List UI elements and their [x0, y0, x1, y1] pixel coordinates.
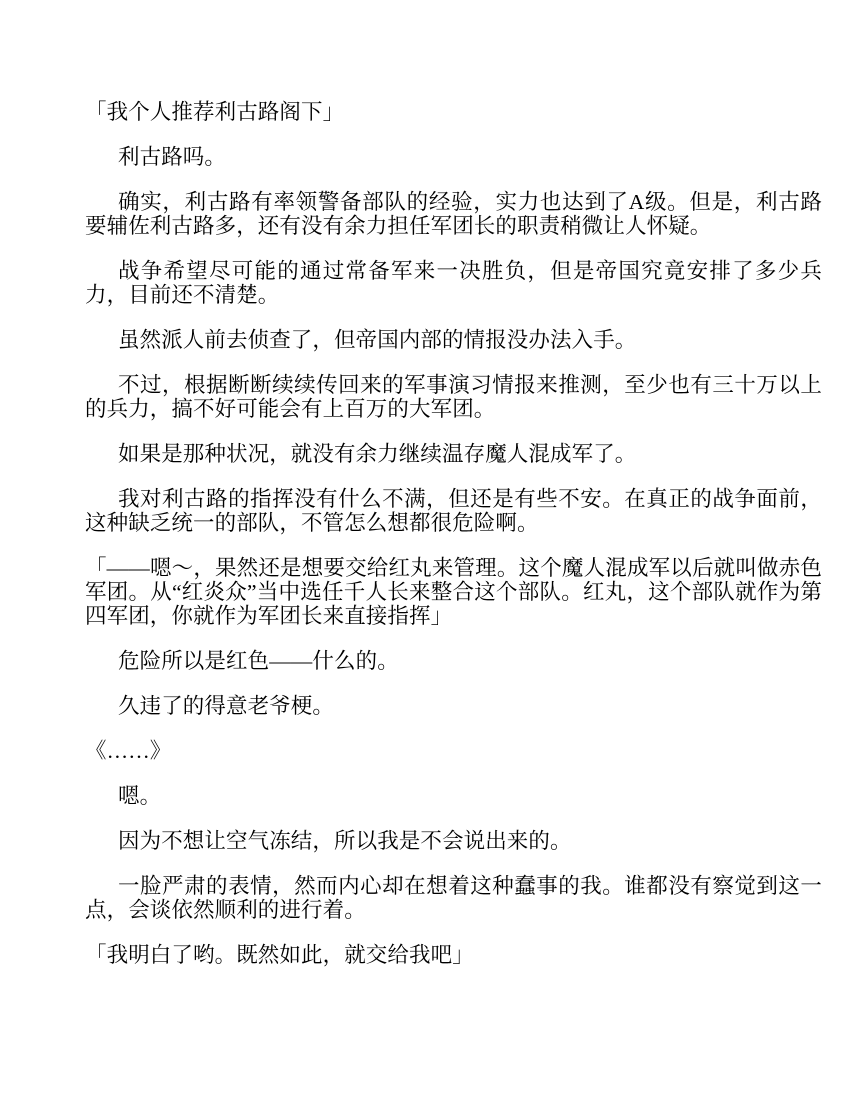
paragraph: 战争希望尽可能的通过常备军来一决胜负，但是帝国究竟安排了多少兵力，目前还不清楚。	[85, 259, 822, 307]
paragraph-telepathy: 《……》	[85, 739, 172, 763]
paragraph: 因为不想让空气冻结，所以我是不会说出来的。	[118, 829, 572, 853]
paragraph-dialogue: 「我明白了哟。既然如此，就交给我吧」	[85, 943, 474, 967]
paragraph: 危险所以是红色——什么的。	[118, 649, 399, 673]
paragraph: 一脸严肃的表情，然而内心却在想着这种蠢事的我。谁都没有察觉到这一点，会谈依然顺利的进行着。	[85, 874, 822, 922]
paragraph: 如果是那种状况，就没有余力继续温存魔人混成军了。	[118, 442, 637, 466]
paragraph: 虽然派人前去侦查了，但帝国内部的情报没办法入手。	[118, 328, 637, 352]
paragraph: 利古路吗。	[118, 145, 227, 169]
paragraph-dialogue: 「——嗯～，果然还是想要交给红丸来管理。这个魔人混成军以后就叫做赤色军团。从“红炎众”当中选任千人长来整合这个部队。红丸，这个部队就作为第四军团，你就作为军团长来直接指挥」	[85, 556, 822, 628]
paragraph: 确实，利古路有率领警备部队的经验，实力也达到了A级。但是，利古路要辅佐利古路多，还有没有余力担任军团长的职责稍微让人怀疑。	[85, 190, 822, 238]
paragraph: 久违了的得意老爷梗。	[118, 694, 335, 718]
paragraph: 嗯。	[118, 784, 162, 808]
paragraph-dialogue: 「我个人推荐利古路阁下」	[85, 100, 345, 124]
paragraph: 不过，根据断断续续传回来的军事演习情报来推测，至少也有三十万以上的兵力，搞不好可能会有上百万的大军团。	[85, 373, 822, 421]
paragraph: 我对利古路的指挥没有什么不满，但还是有些不安。在真正的战争面前，这种缺乏统一的部队，不管怎么想都很危险啊。	[85, 487, 822, 535]
